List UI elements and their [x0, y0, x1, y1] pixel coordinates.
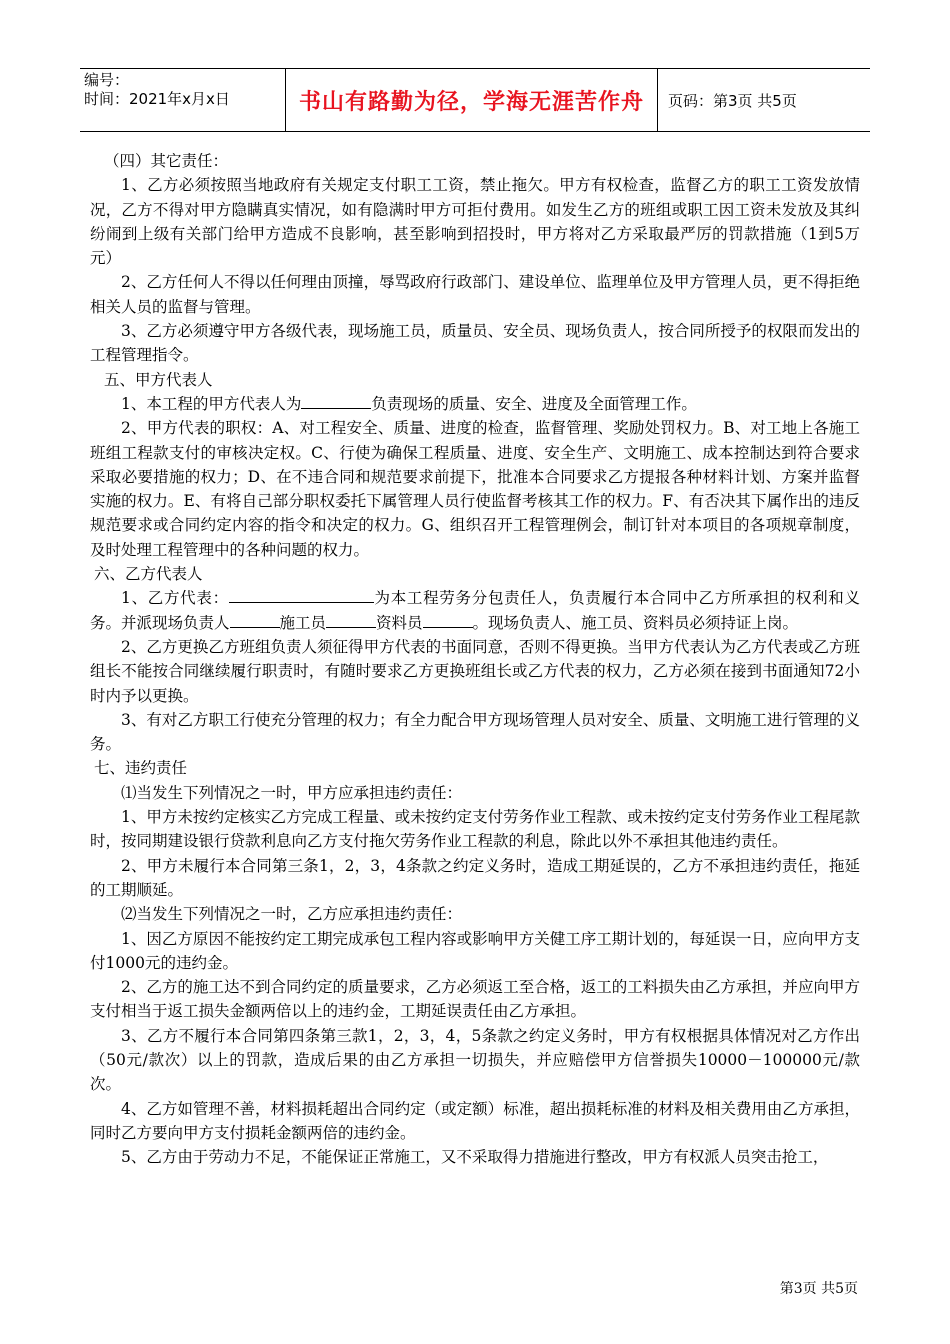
header-page-info: 页码：第3页 共5页 — [668, 91, 797, 110]
header-motto: 书山有路勤为径，学海无涯苦作舟 — [286, 69, 658, 131]
text-span: 负责现场的质量、安全、进度及全面管理工作。 — [371, 394, 697, 413]
paragraph: 1、甲方未按约定核实乙方完成工程量、或未按约定支付劳务作业工程款、或未按约定支付劳务作业工程尾款时，按同期建设银行贷款利息向乙方支付拖欠劳务作业工程款的利息，除此以外不承担其他违约责任。 — [90, 808, 860, 851]
fill-blank — [230, 613, 280, 628]
paragraph: 3、乙方必须遵守甲方各级代表，现场施工员，质量员、安全员、现场负责人，按合同所授予的权限而发出的工程管理指令。 — [90, 322, 860, 365]
subsection-title: ⑵当发生下列情况之一时，乙方应承担违约责任： — [121, 905, 463, 924]
section-7-title: 七、违约责任 — [94, 759, 188, 778]
paragraph: 5、乙方由于劳动力不足，不能保证正常施工，又不采取得力措施进行整改，甲方有权派人员突击抢工， — [121, 1148, 829, 1167]
text-span: 。现场负责人、施工员、资料员必须持证上岗。 — [472, 613, 799, 632]
paragraph: 1、乙方必须按照当地政府有关规定支付职工工资，禁止拖欠。甲方有权检查，监督乙方的职工工资发放情况，乙方不得对甲方隐瞒真实情况，如有隐满时甲方可拒付费用。如发生乙方的班组或职工因工资未发放及其纠纷闹到上级有关部门给甲方造成不良影响，甚至影响到招投时，甲方将对乙方采取最严厉的罚款措施（1到5万元） — [90, 176, 860, 268]
paragraph — [90, 586, 860, 635]
document-body — [90, 149, 860, 1169]
paragraph: 1、因乙方原因不能按约定工期完成承包工程内容或影响甲方关健工序工期计划的，每延误一日，应向甲方支付1000元的违约金。 — [90, 929, 860, 972]
page-header — [80, 68, 870, 132]
time-label: 时间：2021年x月x日 — [84, 90, 230, 108]
text-span: 施工员 — [279, 613, 327, 632]
section-4-title: （四）其它责任： — [104, 152, 229, 170]
text-span: 1、本工程的甲方代表人为 — [121, 394, 302, 413]
code-label: 编号： — [84, 71, 130, 89]
section-6-title: 六、乙方代表人 — [94, 565, 203, 584]
text-span: 为本工程劳务分包责任人，负责履行本合同中乙方所承担的权利和义务。并派现场负责人 — [90, 589, 860, 632]
section-5-title: 五、甲方代表人 — [104, 370, 213, 389]
fill-blank — [301, 394, 371, 409]
paragraph: 4、乙方如管理不善，材料损耗超出合同约定（或定额）标准，超出损耗标准的材料及相关费用由乙方承担，同时乙方要向甲方支付损耗金额两倍的违约金。 — [90, 1099, 860, 1142]
paragraph: 2、乙方的施工达不到合同约定的质量要求，乙方必须返工至合格，返工的工料损失由乙方承担，并应向甲方支付相当于返工损失金额两倍以上的违约金，工期延误责任由乙方承担。 — [90, 978, 860, 1021]
paragraph: 2、乙方任何人不得以任何理由顶撞，辱骂政府行政部门、建设单位、监理单位及甲方管理人员，更不得拒绝相关人员的监督与管理。 — [90, 273, 860, 316]
page-footer: 第3页 共5页 — [779, 1281, 858, 1297]
fill-blank — [326, 613, 376, 628]
paragraph: 3、乙方不履行本合同第四条第三款1，2，3，4，5条款之约定义务时，甲方有权根据具体情况对乙方作出（50元/款次）以上的罚款，造成后果的由乙方承担一切损失，并应赔偿甲方信誉损失10000－100000元/款次。 — [90, 1026, 860, 1094]
paragraph: 2、乙方更换乙方班组负责人须征得甲方代表的书面同意，否则不得更换。当甲方代表认为乙方代表或乙方班组长不能按合同继续履行职责时，有随时要求乙方更换班组长或乙方代表的权力，乙方必须在接到书面通知72小时内予以更换。 — [90, 637, 860, 705]
paragraph: 2、甲方未履行本合同第三条1，2，3，4条款之约定义务时，造成工期延误的，乙方不承担违约责任，拖延的工期顺延。 — [90, 856, 860, 899]
paragraph: 2、甲方代表的职权：A、对工程安全、质量、进度的检查，监督管理、奖励处罚权力。B、对工地上各施工班组工程款支付的审核决定权。C、行使为确保工程质量、进度、安全生产、文明施工、成本控制达到符合要求采取必要措施的权力；D、在不违合同和规范要求前提下，批准本合同要求乙方提报各种材料计划、方案并监督实施的权力。E、有将自己部分职权委托下属管理人员行使监督考核其工作的权力。F、有否决其下属作出的违反规范要求或合同约定内容的指令和决定的权力。G、组织召开工程管理例会，制订针对本项目的各项规章制度，及时处理工程管理中的各种问题的权力。 — [90, 419, 860, 559]
header-meta — [80, 69, 286, 131]
paragraph: 3、有对乙方职工行使充分管理的权力；有全力配合甲方现场管理人员对安全、质量、文明施工进行管理的义务。 — [90, 710, 860, 754]
subsection-title: ⑴当发生下列情况之一时，甲方应承担违约责任： — [121, 783, 463, 802]
paragraph — [90, 392, 860, 416]
fill-blank — [423, 613, 473, 628]
text-span: 1、乙方代表： — [121, 589, 229, 608]
fill-blank — [229, 588, 374, 603]
text-span: 资料员 — [376, 613, 423, 632]
